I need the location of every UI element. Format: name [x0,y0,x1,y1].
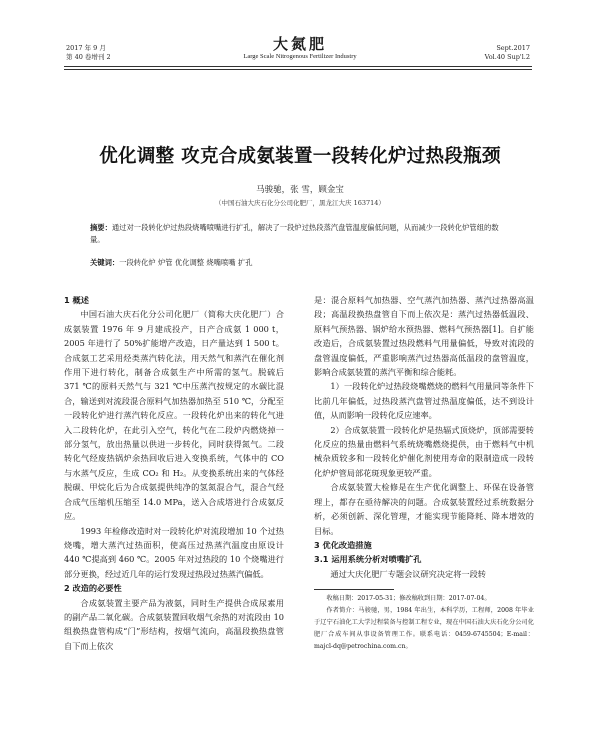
footnote-rule [314,589,394,590]
issue-date: 2017 年 9 月 [66,44,106,52]
volume-issue-en: Vol.40 Sup'l.2 [484,53,530,61]
issue-date-en: Sept.2017 [496,44,530,52]
paragraph: 合成氨装置大检修是在生产优化调整上、环保在设备管理上，都存在亟待解决的问题。合成氨装置经过系统数据分析，必须创新、深化管理，才能实现节能降耗、降本增效的目标。 [314,482,534,536]
paragraph: 通过大庆化肥厂专题会议研究决定将一段转 [330,568,486,579]
article-affiliation: （中国石油大庆石化分公司化肥厂，黑龙江大庆 163714） [215,199,385,207]
paragraph: 1）一段转化炉过热段烧嘴燃烧的燃料气用量同等条件下比前几年偏低，过热段蒸汽盘管过热温度偏低，达不到设计值，从而影响一段转化反应速率。 [314,381,534,421]
paragraph: 2）合成氨装置一段转化炉是热辐式顶烧炉，顶部需要转化反应的热量由燃料气系统烧嘴燃烧提供，由于燃料气中机械杂质较多和一段转化炉催化剂使用寿命的限制造成一段转化炉炉管局部花斑现象更较严重。 [314,424,534,478]
section-3-heading: 3 优化改造措施 [314,539,372,550]
body-column-left [64,293,284,653]
paragraph: 中国石油大庆石化分公司化肥厂（简称大庆化肥厂）合成氨装置 1976 年 9 月建成投产，日产合成氨 1 000 t，2005 年进行了 50%扩能增产改造，日产量达到 1 500 t。合成氨工艺采用烃类蒸汽转化法，用天然气和蒸汽在催化剂作用下进行转化，制备合成氨生产中所需的氢气。脱硫后 371 ℃的原料天然气与 321 ℃中压蒸汽按规定的水碳比混合，输送到对流段混合原料气加热器加热至 510 ℃，分配至一段转化炉进行蒸汽转化反应。一段转化炉出来的转化气进入二段转化炉，在此引入空气，转化气在二段炉内燃烧掉一部分氢气，放出热量以供进一步转化，同时获得氮气。二段转化气经废热锅炉余热回收后进入变换系统，气体中的 CO 与水蒸气反应，生成 CO₂ 和 H₂。从变换系统出来的气体经脱碳、甲烷化后为合成氨提供纯净的氢氮混合气，混合气经合成气压缩机压缩至 14.0 MPa，送入合成塔进行合成氨反应。 [64,309,284,522]
footnote-author: 作者简介：马骏驰，男，1984 年出生，本科学历，工程师，2008 年毕业于辽宁石油化工大学过程装备与控制工程专业，现在中国石油大庆石化分公司化肥厂合成车间从事设备管理工作。联系电话：0459-6745504；E-mail：majcl-dq@petrochina.com.cn。 [314,607,534,651]
paragraph: 是：混合原料气加热器、空气蒸汽加热器、蒸汽过热器高温段；高温段换热盘管自下而上依次是：蒸汽过热器低温段、原料气预热器、锅炉给水预热器、燃料气预热器[1]。自扩能改造后，合成氨装置过热段燃料气用量偏低，导致对流段的盘管温度偏低，严重影响蒸汽过热器高低温段的盘管温度，影响合成氨装置的蒸汽平衡和综合能耗。 [314,295,534,378]
keywords-label: 关键词： [90,258,120,267]
body-column-right [314,293,534,653]
header-rule [64,66,532,67]
abstract-text: 通过对一段转化炉过热段烧嘴喷嘴进行扩孔，解决了一段炉过热段蒸汽盘管温度偏低问题，从而减少一段转化炉管组的数量。 [90,223,499,244]
section-1-heading: 1 概述 [64,295,89,305]
section-2-heading: 2 改造的必要性 [64,583,122,594]
keywords-text: 一段转化炉 炉管 优化调整 烧嘴喷嘴 扩孔 [119,258,253,267]
abstract [90,222,510,245]
header-right [485,44,530,62]
article-title: 优化调整 攻克合成氨装置一段转化炉过热段瓶颈 [99,146,501,167]
volume-issue: 第 40 卷增刊 2 [66,53,111,61]
subsection-3-1-heading: 3.1 运用系统分析对喷嘴扩孔 [314,554,422,565]
footnote-received: 收稿日期：2017-05-31；修改稿收到日期：2017-07-04。 [326,595,491,603]
paragraph: 1993 年检修改造时对一段转化炉对流段增加 10 个过热烧嘴，增大蒸汽过热面积，使高压过热蒸汽温度由原设计 440 ℃提高到 460 ℃。2005 年对过热段的 10 个烧嘴进行部分更换，经过近几年的运行发现过热段过热蒸汽偏低。 [64,525,284,579]
article-authors: 马骏驰，张 雪，顾金宝 [256,185,344,195]
journal-logo-cn: 大氮肥 [272,35,327,53]
journal-name-en: Large Scale Nitrogenous Fertilizer Industry [243,53,357,60]
abstract-label: 摘要： [90,223,112,232]
paragraph: 合成氨装置主要产品为液氨，同时生产提供合成尿素用的副产品二氧化碳。合成氨装置回收烟气余热的对流段由 10 组换热盘管构成“门”形结构，按烟气流向，高温段换热盘管自下而上依次 [64,597,284,651]
header-rule-thin [64,69,532,70]
keywords [90,257,510,268]
